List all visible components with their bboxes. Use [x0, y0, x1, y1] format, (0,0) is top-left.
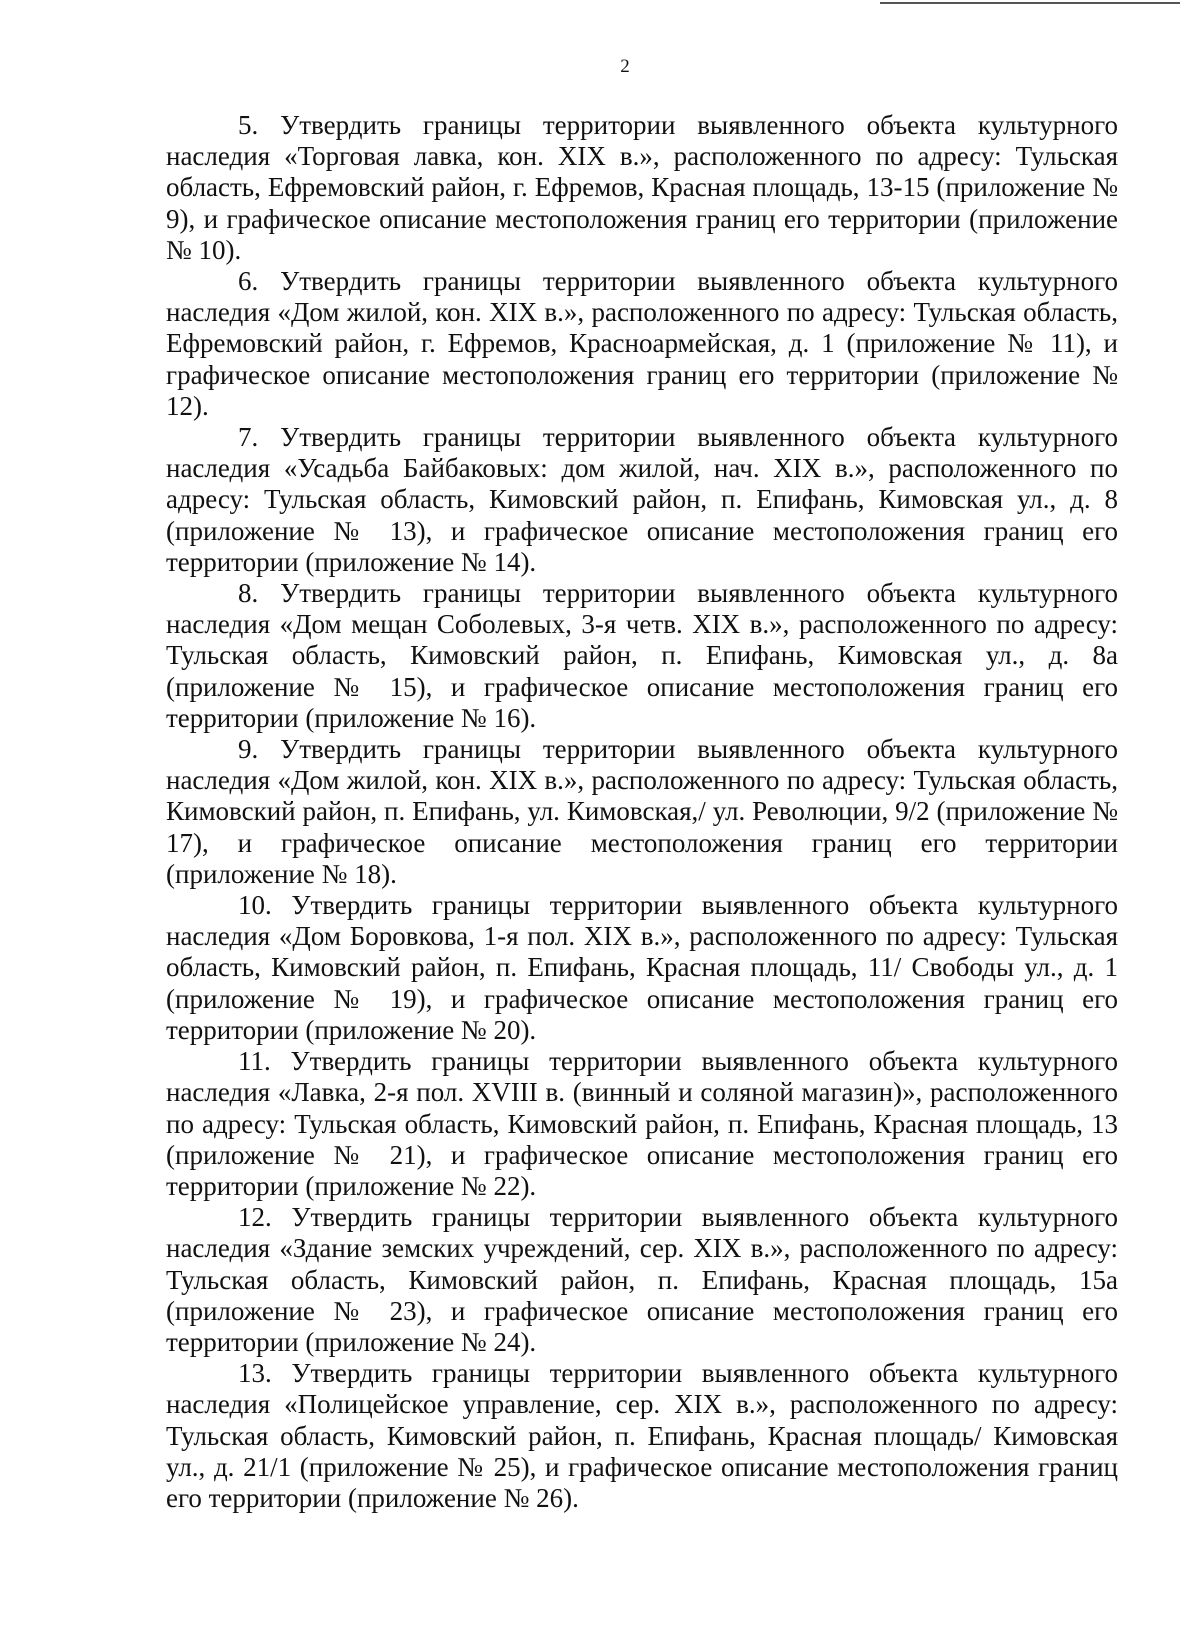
paragraph-item-13: 13. Утвердить границы территории выявленного объекта культурного наследия «Полицейское управление, сер. XIX в.», расположенного по адресу: Тульская область, Кимовский район, п. Епифань, Красная площадь/ Кимовская ул., д. 21/1 (приложение № 25), и графическое описание местоположения границ его территории (приложение № 26). [166, 1358, 1118, 1513]
paragraph-item-11: 11. Утвердить границы территории выявленного объекта культурного наследия «Лавка, 2-я пол. XVIII в. (винный и соляной магазин)», расположенного по адресу: Тульская область, Кимовский район, п. Епифань, Красная площадь, 13 (приложение № 21), и графическое описание местоположения границ его территории (приложение № 22). [166, 1046, 1118, 1201]
paragraph-item-12: 12. Утвердить границы территории выявленного объекта культурного наследия «Здание земских учреждений, сер. XIX в.», расположенного по адресу: Тульская область, Кимовский район, п. Епифань, Красная площадь, 15а (приложение № 23), и графическое описание местоположения границ его территории (приложение № 24). [166, 1202, 1118, 1357]
paragraph-item-7: 7. Утвердить границы территории выявленного объекта культурного наследия «Усадьба Байбаковых: дом жилой, нач. XIX в.», расположенного по адресу: Тульская область, Кимовский район, п. Епифань, Кимовская ул., д. 8 (приложение № 13), и графическое описание местоположения границ его территории (приложение № 14). [166, 422, 1118, 577]
paragraph-item-6: 6. Утвердить границы территории выявленного объекта культурного наследия «Дом жилой, кон. XIX в.», расположенного по адресу: Тульская область, Ефремовский район, г. Ефремов, Красноармейская, д. 1 (приложение № 11), и графическое описание местоположения границ его территории (приложение № 12). [166, 266, 1118, 421]
paragraph-item-9: 9. Утвердить границы территории выявленного объекта культурного наследия «Дом жилой, кон. XIX в.», расположенного по адресу: Тульская область, Кимовский район, п. Епифань, ул. Кимовская,/ ул. Революции, 9/2 (приложение № 17), и графическое описание местоположения границ его территории (приложение № 18). [166, 734, 1118, 889]
paragraph-item-5: 5. Утвердить границы территории выявленного объекта культурного наследия «Торговая лавка, кон. XIX в.», расположенного по адресу: Тульская область, Ефремовский район, г. Ефремов, Красная площадь, 13-15 (приложение № 9), и графическое описание местоположения границ его территории (приложение № 10). [166, 110, 1118, 265]
paragraph-item-10: 10. Утвердить границы территории выявленного объекта культурного наследия «Дом Боровкова, 1-я пол. XIX в.», расположенного по адресу: Тульская область, Кимовский район, п. Епифань, Красная площадь, 11/ Свободы ул., д. 1 (приложение № 19), и графическое описание местоположения границ его территории (приложение № 20). [166, 890, 1118, 1045]
top-border-line [880, 2, 1180, 4]
page-number: 2 [620, 56, 630, 77]
paragraph-item-8: 8. Утвердить границы территории выявленного объекта культурного наследия «Дом мещан Соболевых, 3-я четв. XIX в.», расположенного по адресу: Тульская область, Кимовский район, п. Епифань, Кимовская ул., д. 8а (приложение № 15), и графическое описание местоположения границ его территории (приложение № 16). [166, 578, 1118, 733]
document-body [166, 110, 1118, 1514]
